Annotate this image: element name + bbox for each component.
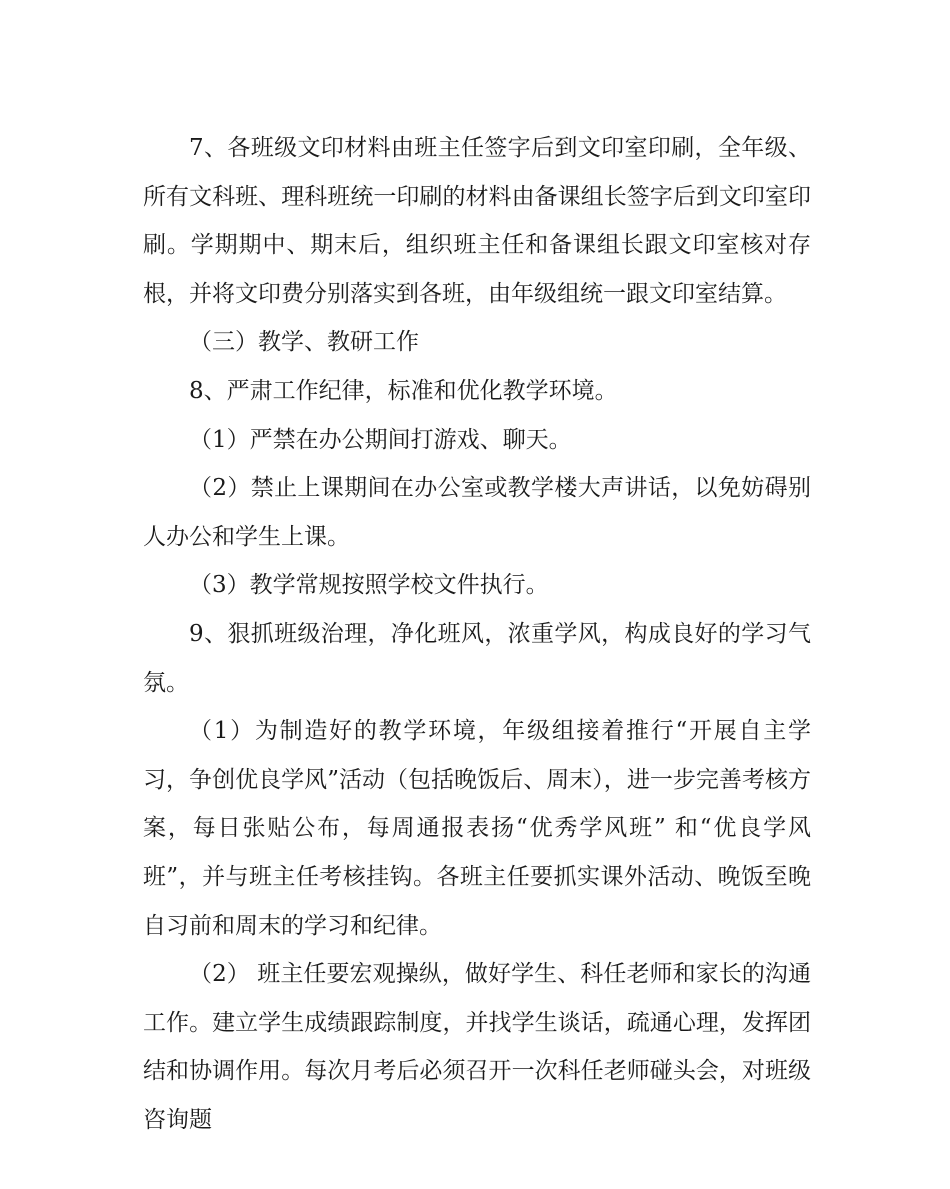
document-body bbox=[143, 124, 811, 1144]
paragraph-item-7: 7、各班级文印材料由班主任签字后到文印室印刷，全年级、所有文科班、理科班统一印刷的材料由备课组长签字后到文印室印刷。学期期中、期末后，组织班主任和备课组长跟文印室核对存根，并将文印费分别落实到各班，由年级组统一跟文印室结算。 bbox=[143, 135, 811, 307]
paragraph-item-8: 8、严肃工作纪律，标准和优化教学环境。 bbox=[189, 377, 618, 404]
paragraph-item-8-3: （3）教学常规按照学校文件执行。 bbox=[189, 572, 549, 599]
section-heading-teaching-research: （三）教学、教研工作 bbox=[189, 329, 419, 356]
paragraph-item-8-1: （1）严禁在办公期间打游戏、聊天。 bbox=[189, 426, 572, 453]
paragraph-item-9-2: （2） 班主任要宏观操纵，做好学生、科任老师和家长的沟通工作。建立学生成绩跟踪制度，并找学生谈话，疏通心理，发挥团结和协调作用。每次月考后必须召开一次科任老师碰头会，对班级咨询题 bbox=[143, 961, 811, 1133]
paragraph-item-9: 9、狠抓班级治理，净化班风，浓重学风，构成良好的学习气氛。 bbox=[143, 620, 811, 696]
paragraph-item-8-2: （2）禁止上课期间在办公室或教学楼大声讲话，以免妨碍别人办公和学生上课。 bbox=[143, 475, 811, 550]
paragraph-item-9-1: （1）为制造好的教学环境，年级组接着推行“开展自主学习，争创优良学风”活动（包括晚饭后、周末），进一步完善考核方案，每日张贴公布，每周通报表扬“优秀学风班” 和“优良学风班”，并与班主任考核挂钩。各班主任要抓实课外活动、晚饭至晚自习前和周末的学习和纪律。 bbox=[143, 718, 811, 939]
